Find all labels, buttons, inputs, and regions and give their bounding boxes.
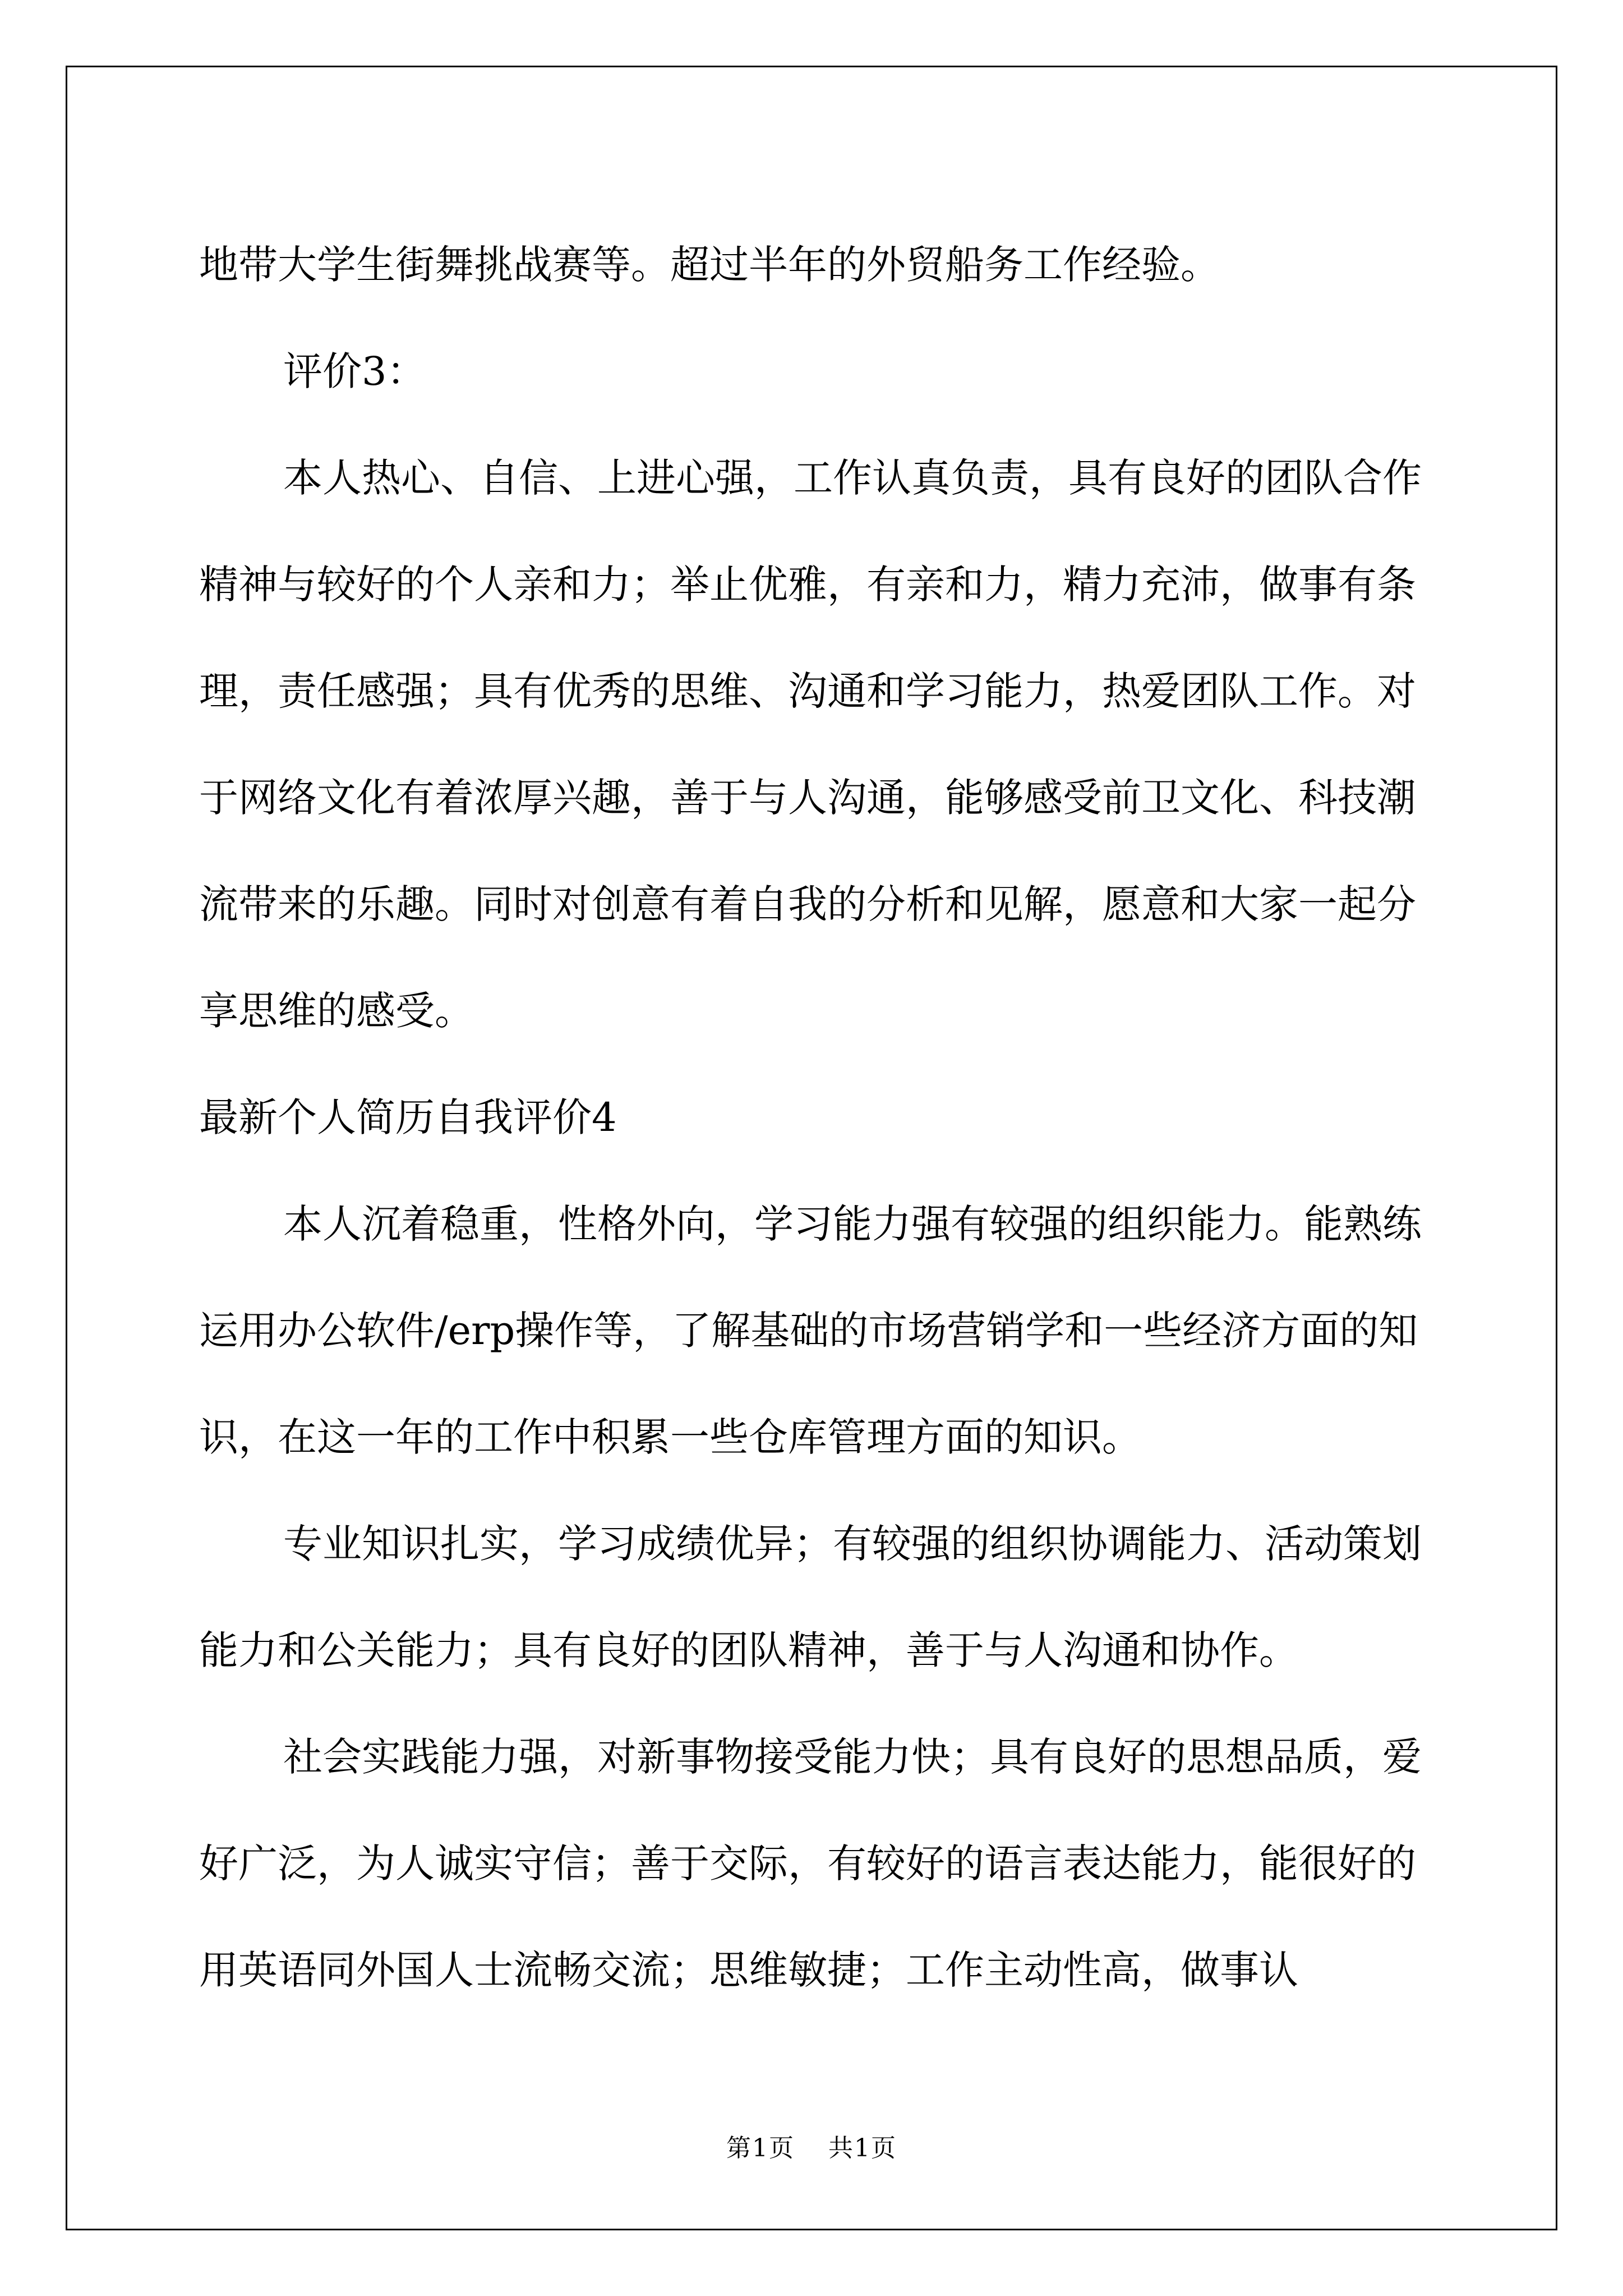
paragraph-7: 社会实践能力强，对新事物接受能力快；具有良好的思想品质，爱好广泛，为人诚实守信；善于交际，有较好的语言表达能力，能很好的用英语同外国人士流畅交流；思维敏捷；工作主动性高，做事认	[199, 1734, 1422, 1993]
document-body	[199, 211, 1433, 2023]
paragraph-2: 评价3：	[283, 348, 426, 394]
paragraph-1: 地带大学生街舞挑战赛等。超过半年的外贸船务工作经验。	[199, 242, 1220, 288]
page-footer	[0, 2132, 1623, 2165]
paragraph-6: 专业知识扎实，学习成绩优异；有较强的组织协调能力、活动策划能力和公关能力；具有良好的团队精神，善于与人沟通和协作。	[199, 1521, 1422, 1673]
section-heading: 最新个人简历自我评价4	[199, 1094, 617, 1140]
paragraph-5: 本人沉着稳重，性格外向，学习能力强有较强的组织能力。能熟练运用办公软件/erp操作等，了解基础的市场营销学和一些经济方面的知识，在这一年的工作中积累一些仓库管理方面的知识。	[199, 1201, 1422, 1460]
page-number: 第1页	[726, 2134, 795, 2162]
page-total: 共1页	[828, 2134, 897, 2162]
paragraph-3: 本人热心、自信、上进心强，工作认真负责，具有良好的团队合作精神与较好的个人亲和力；举止优雅，有亲和力，精力充沛，做事有条理，责任感强；具有优秀的思维、沟通和学习能力，热爱团队工作。对于网络文化有着浓厚兴趣，善于与人沟通，能够感受前卫文化、科技潮流带来的乐趣。同时对创意有着自我的分析和见解，愿意和大家一起分享思维的感受。	[199, 455, 1422, 1034]
